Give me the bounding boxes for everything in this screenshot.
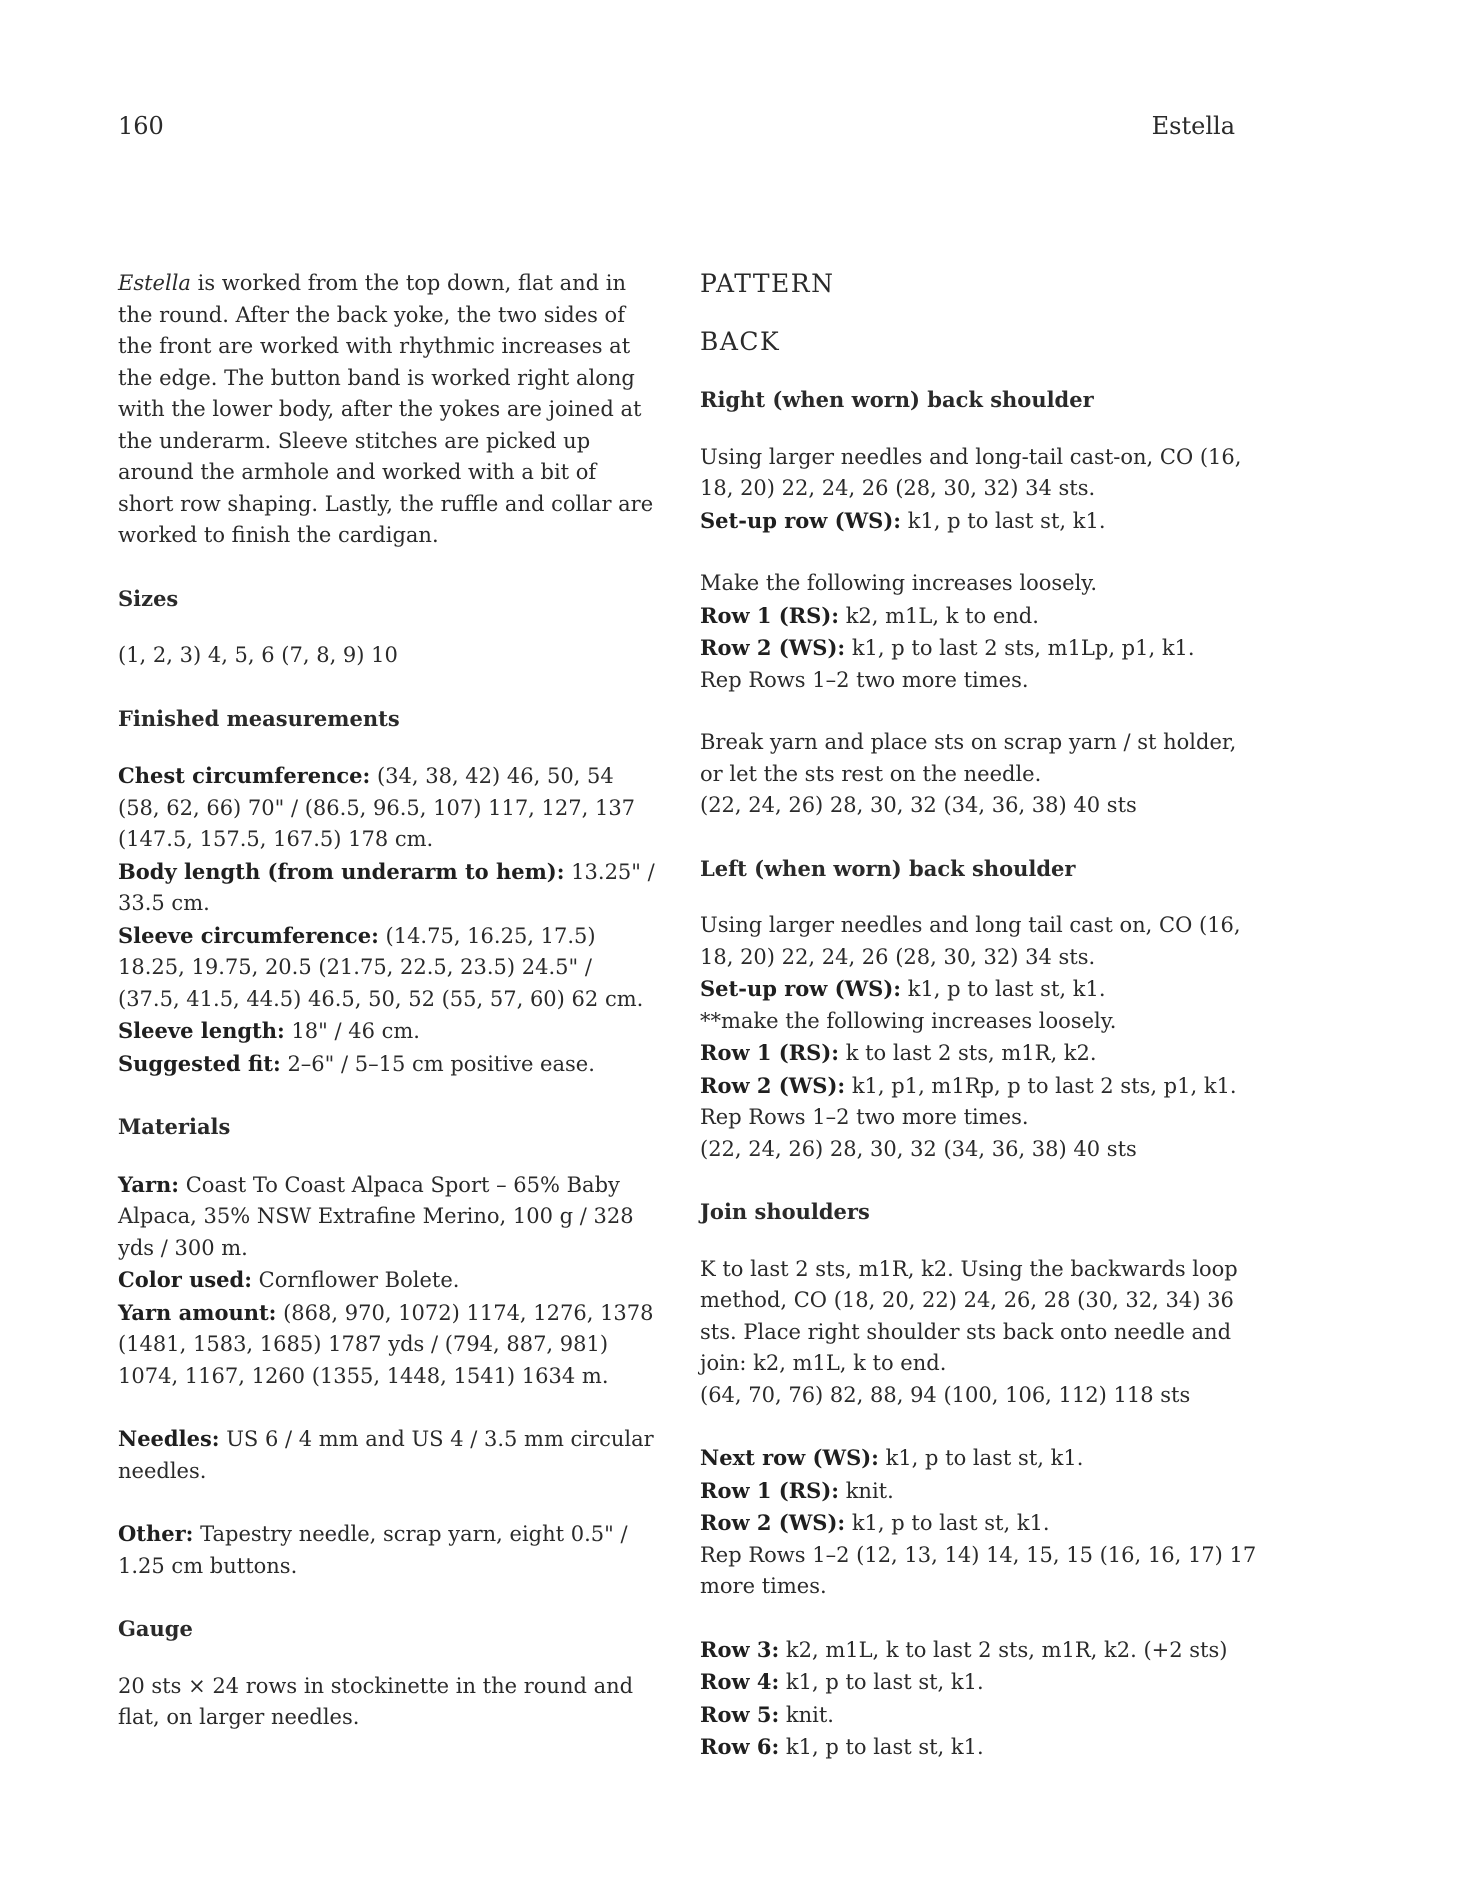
running-head: Estella [1151,112,1235,140]
left-column [118,268,658,1765]
join-instructions: K to last 2 sts, m1R, k2. Using the backwards loop method, CO (18, 20, 22) 24, 26, 28 (30, 32, 34) 36 sts. Place right shoulder sts back onto needle and join: k2, m1L, k to end. (64, 70, 76) 82, 88, 94 (100, 106, 112) 118 sts [700,1256,1238,1407]
gauge-text: 20 sts × 24 rows in stockinette in the round and flat, on larger needles. [118,1673,634,1729]
join-rows: Next row (WS): k1, p to last st, k1. Row 1 (RS): knit. Row 2 (WS): k1, p to last st, k1. Rep Rows 1–2 (12, 13, 14) 14, 15, 15 (16, 16, 17) 17 more times. [700,1445,1257,1598]
intro-paragraph [118,268,658,552]
intro-title: Estella [118,271,191,295]
page-number: 160 [118,112,164,140]
right-shoulder-increases: Make the following increases loosely. Row 1 (RS): k2, m1L, k to end. Row 2 (WS): k1, p to last 2 sts, m1Lp, p1, k1. Rep Rows 1–2 two more times. [700,571,1195,692]
pattern-heading: PATTERN [700,269,835,298]
join-shoulders-heading: Join shoulders [700,1199,870,1224]
right-shoulder-castOn: Using larger needles and long-tail cast-on, CO (16, 18, 20) 22, 24, 26 (28, 30, 32) 34 sts. Set-up row (WS): k1, p to last st, k1. [700,444,1242,533]
right-column [700,268,1260,1795]
left-shoulder-instructions: Using larger needles and long tail cast on, CO (16, 18, 20) 22, 24, 26 (28, 30, 32) 34 sts. Set-up row (WS): k1, p to last st, k1. **make the following increases loosely. Row 1 (RS): k to last 2 sts, m1R, k2. Row 2 (WS): k1, p1, m1Rp, p to last 2 sts, p1, k1. Rep Rows 1–2 two more times. (22, 24, 26) 28, 30, 32 (34, 36, 38) 40 sts [700,913,1241,1161]
finished-item: Sleeve length: 18" / 46 cm. [118,1018,420,1043]
finished-list [118,760,658,1080]
sizes-text: (1, 2, 3) 4, 5, 6 (7, 8, 9) 10 [118,643,398,667]
intro-text: is worked from the top down, flat and in the round. After the back yoke, the two sides of the front are worked with rhythmic increases at the edge. The button band is worked right along with the lower body, after the yokes are joined at the underarm. Sleeve stitches are picked up around the armhole and worked with a bit of short row shaping. Lastly, the ruffle and collar are worked to finish the cardigan. [118,271,654,547]
needles-text: Needles: US 6 / 4 mm and US 4 / 3.5 mm circular needles. [118,1426,654,1483]
finished-item: Sleeve circumference: (14.75, 16.25, 17.5) 18.25, 19.75, 20.5 (21.75, 22.5, 23.5) 24.5" / (37.5, 41.5, 44.5) 46.5, 50, 52 (55, 57, 60) 62 cm. [118,922,644,1011]
finished-item: Chest circumference: (34, 38, 42) 46, 50, 54 (58, 62, 66) 70" / (86.5, 96.5, 107) 117, 127, 137 (147.5, 157.5, 167.5) 178 cm. [118,763,636,851]
shaping-rows: Row 3: k2, m1L, k to last 2 sts, m1R, k2. (+2 sts) Row 4: k1, p to last st, k1. Row 5: knit. Row 6: k1, p to last st, k1. [700,1636,1228,1759]
finished-heading: Finished measurements [118,705,400,731]
materials-item: Yarn amount: (868, 970, 1072) 1174, 1276, 1378 (1481, 1583, 1685) 1787 yds / (794, 887, 981) 1074, 1167, 1260 (1355, 1448, 1541) 1634 m. [118,1299,654,1388]
materials-item: Color used: Cornflower Bolete. [118,1267,460,1292]
left-back-shoulder-heading: Left (when worn) back shoulder [700,855,1076,881]
materials-heading: Materials [118,1114,231,1139]
right-back-shoulder-heading: Right (when worn) back shoulder [700,387,1094,412]
finished-item: Suggested fit: 2–6" / 5–15 cm positive ease. [118,1050,595,1076]
right-shoulder-break: Break yarn and place sts on scrap yarn / st holder, or let the sts rest on the needle. (22, 24, 26) 28, 30, 32 (34, 36, 38) 40 sts [700,730,1237,817]
materials-list [118,1169,658,1393]
sizes-heading: Sizes [118,585,179,611]
other-text: Other: Tapestry needle, scrap yarn, eight 0.5" / 1.25 cm buttons. [118,1521,628,1578]
finished-item: Body length (from underarm to hem): 13.25" / 33.5 cm. [118,858,655,915]
gauge-heading: Gauge [118,1616,193,1641]
materials-item: Yarn: Coast To Coast Alpaca Sport – 65% Baby Alpaca, 35% NSW Extrafine Merino, 100 g / 328 yds / 300 m. [118,1171,634,1260]
back-heading: BACK [700,327,781,356]
